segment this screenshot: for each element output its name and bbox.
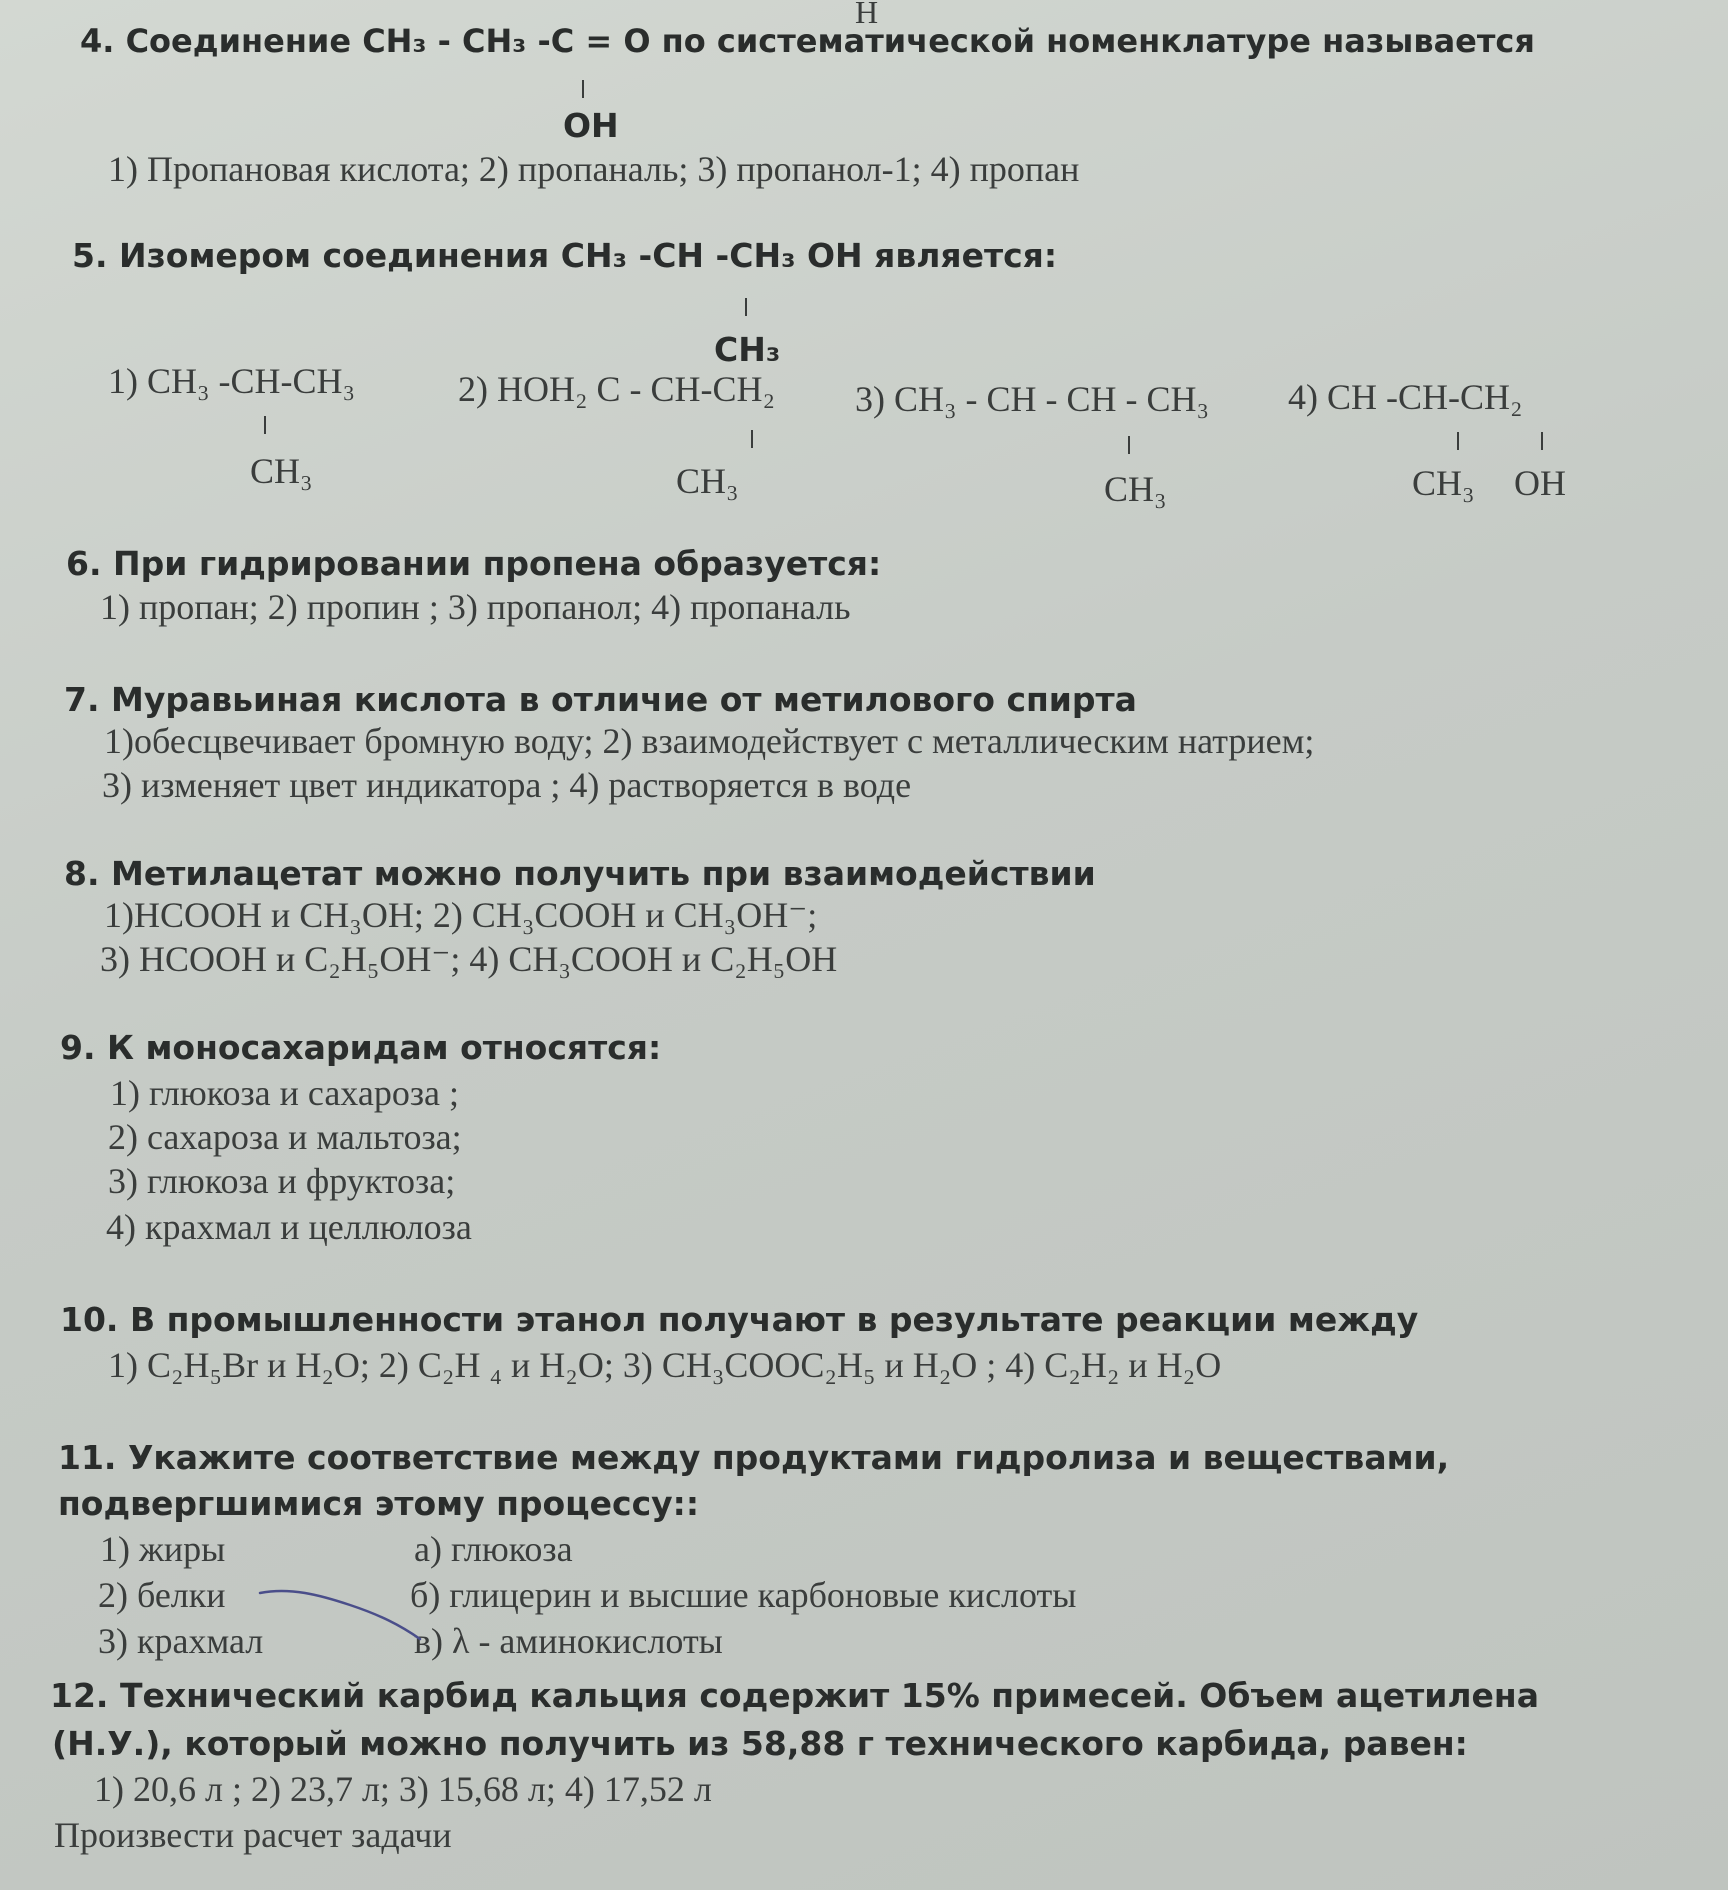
answers-9-item3: 3) глюкоза и фруктоза; (108, 1161, 456, 1201)
option-5-3: 3) CH₃ - CH - CH - CH₃ (855, 379, 1210, 419)
answers-12: 1) 20,6 л ; 2) 23,7 л; 3) 15,68 л; 4) 17,52 л (94, 1769, 712, 1809)
option-5-4-sub2: OH (1514, 463, 1566, 503)
answers-7-line1: 1)обесцвечивает бромную воду; 2) взаимодействует с металлическим натрием; (104, 721, 1315, 761)
bond-line-o4a (1457, 432, 1459, 450)
option-5-3-sub: CH₃ (1104, 469, 1167, 509)
question-4: 4. Соединение CH₃ - CH₃ -C = O по систематической номенклатуре называется (80, 22, 1535, 60)
match-right-b: б) глицерин и высшие карбоновые кислоты (410, 1575, 1077, 1615)
answers-4: 1) Пропановая кислота; 2) пропаналь; 3) пропанол-1; 4) пропан (108, 149, 1080, 189)
handwritten-match-line (250, 1585, 430, 1645)
q4-oh-group: OH (563, 106, 619, 145)
question-5: 5. Изомером соединения CH₃ -CH -CH₃ OH является: (72, 236, 1058, 275)
option-5-4: 4) CH -CH-CH₂ (1288, 377, 1523, 417)
question-9: 9. К моносахаридам относятся: (60, 1028, 662, 1067)
option-5-1-sub: CH₃ (250, 451, 313, 491)
match-left-1: 1) жиры (100, 1529, 226, 1569)
bond-line-q5 (745, 298, 747, 316)
question-12-line1: 12. Технический карбид кальция содержит 15% примесей. Объем ацетилена (50, 1676, 1539, 1715)
option-5-2-sub: CH₃ (676, 461, 739, 501)
answers-7-line2: 3) изменяет цвет индикатора ; 4) растворяется в воде (102, 765, 912, 805)
match-right-a: а) глюкоза (414, 1529, 573, 1569)
question-11-line1: 11. Укажите соответствие между продуктами гидролиза и веществами, (58, 1438, 1450, 1477)
match-left-2: 2) белки (98, 1575, 226, 1615)
option-5-4-sub1: CH₃ (1412, 463, 1475, 503)
question-6: 6. При гидрировании пропена образуется: (66, 544, 882, 583)
question-10: 10. В промышленности этанол получают в результате реакции между (60, 1300, 1419, 1339)
top-h-fragment: H (855, 0, 879, 30)
question-7: 7. Муравьиная кислота в отличие от метилового спирта (64, 680, 1137, 719)
match-right-c: в) λ - аминокислоты (414, 1621, 723, 1661)
option-5-1: 1) CH₃ -CH-CH₃ (108, 361, 356, 401)
answers-9-item1: 1) глюкоза и сахароза ; (110, 1073, 460, 1113)
question-11-line2: подвергшимися этому процессу:: (58, 1484, 700, 1523)
bond-line-o3 (1128, 436, 1130, 454)
answers-8-line2: 3) HCOOH и C₂H₅OH⁻; 4) CH₃COOH и C₂H₅OH (100, 939, 838, 979)
answers-10: 1) C₂H₅Br и H₂O; 2) C₂H ₄ и H₂O; 3) CH₃COOC₂H₅ и H₂O ; 4) C₂H₂ и H₂O (108, 1345, 1222, 1385)
footer-instruction: Произвести расчет задачи (54, 1815, 452, 1855)
q5-ch3-group: CH₃ (714, 330, 781, 369)
answers-6: 1) пропан; 2) пропин ; 3) пропанол; 4) пропаналь (100, 587, 851, 627)
bond-line-o4b (1541, 432, 1543, 450)
answers-9-item4: 4) крахмал и целлюлоза (106, 1207, 472, 1247)
answers-9-item2: 2) сахароза и мальтоза; (108, 1117, 462, 1157)
bond-line-o1 (264, 416, 266, 434)
match-left-3: 3) крахмал (98, 1621, 264, 1661)
option-5-2: 2) HOH₂ C - CH-CH₂ (458, 369, 776, 409)
question-12-line2: (Н.У.), который можно получить из 58,88 г технического карбида, равен: (52, 1724, 1468, 1763)
bond-line-o2 (751, 430, 753, 448)
bond-line-q4 (582, 80, 584, 98)
question-8: 8. Метилацетат можно получить при взаимодействии (64, 854, 1096, 893)
answers-8-line1: 1)HCOOH и CH₃OH; 2) CH₃COOH и CH₃OH⁻; (104, 895, 818, 935)
